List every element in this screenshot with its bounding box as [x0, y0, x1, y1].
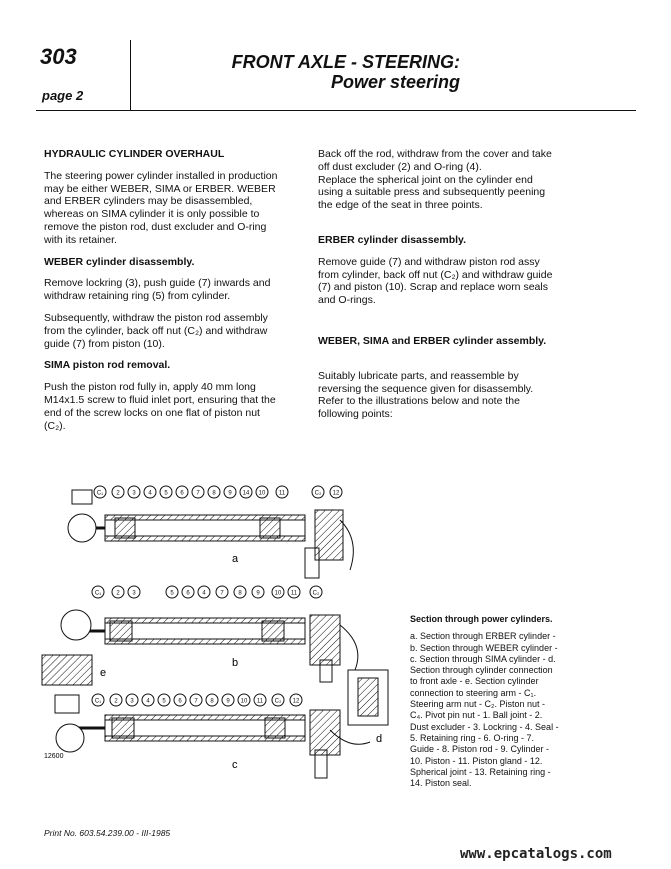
callout-label: 9	[226, 698, 230, 705]
callout-label: C₁	[96, 490, 104, 497]
weber-paragraph-2: Subsequently, withdraw the piston rod assembly from the cylinder, back off nut (C₂) and withdraw guide (7) from piston (10).	[44, 311, 268, 350]
callout-label: 9	[228, 490, 232, 497]
callout-label: 12	[292, 698, 300, 705]
drawing-label-a: a	[232, 553, 239, 565]
drawing-label-c: c	[232, 759, 238, 771]
callout-label: 6	[180, 490, 184, 497]
callout-label: 3	[132, 490, 136, 497]
callout-label: 5	[164, 490, 168, 497]
callouts-a	[94, 486, 342, 498]
callout-label: C₂	[314, 490, 322, 497]
erber-paragraph: Remove guide (7) and withdraw piston rod assy from cylinder, back off nut (C₂) and withdraw guide (7) and piston (10). Scrap and replace worn seals and O-rings.	[318, 255, 553, 307]
callout-label: 10	[274, 590, 282, 597]
weber-heading: WEBER cylinder disassembly.	[44, 255, 195, 268]
header-divider-vertical	[130, 40, 131, 110]
callout-label: C₂	[312, 590, 320, 597]
callout-label: 8	[238, 590, 242, 597]
callout-label: 8	[210, 698, 214, 705]
callout-label: 5	[170, 590, 174, 597]
watermark: www.epcatalogs.com	[460, 846, 612, 862]
callout-label: 5	[162, 698, 166, 705]
callout-label: 4	[148, 490, 152, 497]
assembly-heading: WEBER, SIMA and ERBER cylinder assembly.	[318, 334, 547, 347]
callout-label: 4	[146, 698, 150, 705]
callout-label: 10	[258, 490, 266, 497]
callout-label: 11	[256, 698, 264, 705]
cylinder-b-drawing	[42, 610, 358, 685]
right-paragraph-2: Replace the spherical joint on the cylinder end using a suitable press and subsequently peening the edge of the seat in three points.	[318, 173, 546, 212]
callout-label: 10	[240, 698, 248, 705]
callout-label: 2	[116, 490, 120, 497]
sima-paragraph: Push the piston rod fully in, apply 40 mm long M14x1.5 screw to fluid inlet port, ensuring that the end of the screw locks on one flat of piston nut (C₂).	[44, 381, 276, 432]
callout-label: C₂	[274, 698, 282, 705]
callouts-c	[92, 694, 302, 706]
title-line-1: FRONT AXLE - STEERING:	[231, 52, 460, 72]
drawing-ref-number: 12600	[44, 753, 64, 760]
callout-label: 2	[114, 698, 118, 705]
right-column	[318, 148, 558, 430]
callout-label: 2	[116, 590, 120, 597]
callout-label: 11	[278, 490, 286, 497]
assembly-paragraph: Suitably lubricate parts, and reassemble by reversing the sequence given for disassembly. Refer to the illustrations below and note the following points:	[318, 369, 534, 421]
drawing-label-d: d	[376, 733, 383, 745]
callout-label: 3	[132, 590, 136, 597]
header-divider-horizontal	[36, 110, 636, 111]
intro-paragraph: The steering power cylinder installed in production may be either WEBER, SIMA or ERBER. WEBER and ERBER cylinders may be disassembled, whereas on SIMA cylinder it is only possible to remove the piston rod, dust excluder and O-ring with its retainer.	[44, 169, 278, 246]
callout-label: 7	[194, 698, 198, 705]
caption-title: Section through power cylinders.	[410, 614, 553, 624]
erber-heading: ERBER cylinder disassembly.	[318, 233, 467, 246]
figure-caption	[410, 614, 560, 789]
drawing-label-e: e	[100, 667, 107, 679]
cylinder-section-drawings	[30, 480, 410, 790]
title-line-2: Power steering	[330, 72, 460, 92]
weber-paragraph-1: Remove lockring (3), push guide (7) inwards and withdraw retaining ring (5) from cylinder.	[44, 277, 271, 303]
callout-label: 7	[220, 590, 224, 597]
callout-label: 8	[212, 490, 216, 497]
cylinder-c-drawing	[55, 695, 340, 778]
callout-label: C₁	[94, 590, 102, 597]
cylinder-a-drawing	[68, 490, 353, 578]
callout-label: 12	[332, 490, 340, 497]
callout-label: 9	[256, 590, 260, 597]
callout-label: C₁	[94, 698, 102, 705]
overhaul-heading: HYDRAULIC CYLINDER OVERHAUL	[44, 148, 225, 160]
print-number: Print No. 603.54.239.00 - III-1985	[44, 828, 171, 838]
left-column	[44, 148, 284, 441]
callouts-b	[92, 586, 322, 598]
callout-label: 14	[242, 490, 250, 497]
right-paragraph-1: Back off the rod, withdraw from the cover and take off dust excluder (2) and O-ring (4).	[318, 148, 552, 173]
sima-heading: SIMA piston rod removal.	[44, 359, 171, 372]
callout-label: 4	[202, 590, 206, 597]
page-number: 303	[40, 44, 77, 69]
page-title	[160, 52, 460, 92]
caption-text: a. Section through ERBER cylinder - b. Section through WEBER cylinder - c. Section through SIMA cylinder - d. Section through cylinder connection to front axle - e. Section cylinder connection to steering arm - C₁. Steering arm nut - C₂. Piston nut - C₄. Pivot pin nut - 1. Ball joint - 2. Dust excluder - 3. Lockring - 4. Seal - 5. Retaining ring - 6. O-ring - 7. Guide - 8. Piston rod - 9. Cylinder - 10. Piston - 11. Piston gland - 12. Spherical joint - 13. Retaining ring - 14. Piston seal.	[410, 631, 559, 789]
callout-label: 11	[290, 590, 298, 597]
page-label: page 2	[42, 88, 84, 103]
callout-label: 6	[178, 698, 182, 705]
callout-label: 3	[130, 698, 134, 705]
drawing-label-b: b	[232, 657, 239, 669]
callout-label: 7	[196, 490, 200, 497]
callout-label: 6	[186, 590, 190, 597]
